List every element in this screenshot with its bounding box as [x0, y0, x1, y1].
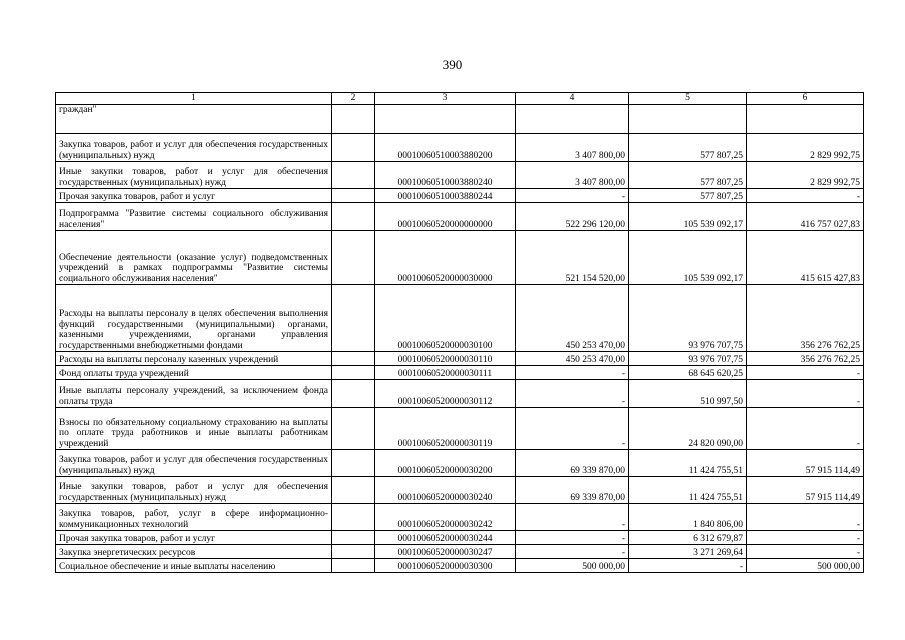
row-col2 [332, 545, 375, 559]
row-value-6: - [747, 380, 864, 408]
table-row [56, 559, 864, 573]
row-value-5: 510 997,50 [629, 380, 747, 408]
table-row [56, 545, 864, 559]
row-value-6: - [747, 531, 864, 545]
column-header-3: 3 [375, 93, 516, 105]
row-value-6: 2 829 992,75 [747, 162, 864, 189]
table-row [56, 134, 864, 162]
row-value-5 [629, 105, 747, 134]
row-name: Прочая закупка товаров, работ и услуг [56, 189, 332, 203]
row-col2 [332, 285, 375, 352]
row-value-5: - [629, 559, 747, 573]
row-code: 00010060520000030200 [375, 450, 516, 477]
row-name: Закупка товаров, работ и услуг для обеспечения государственных (муниципальных) нужд [56, 450, 332, 477]
table-row [56, 450, 864, 477]
row-value-5: 93 976 707,75 [629, 352, 747, 366]
row-value-5: 105 539 092,17 [629, 231, 747, 285]
row-value-5: 11 424 755,51 [629, 477, 747, 504]
row-col2 [332, 504, 375, 531]
row-value-4: 3 407 800,00 [516, 134, 629, 162]
row-col2 [332, 450, 375, 477]
row-code: 00010060520000030300 [375, 559, 516, 573]
table-body [56, 93, 864, 573]
table-row [56, 105, 864, 134]
row-value-6: 415 615 427,83 [747, 231, 864, 285]
row-value-4: 450 253 470,00 [516, 352, 629, 366]
row-value-4: - [516, 380, 629, 408]
row-value-6: 500 000,00 [747, 559, 864, 573]
row-name: Иные закупки товаров, работ и услуг для обеспечения государственных (муниципальных) нужд [56, 477, 332, 504]
row-value-4: - [516, 408, 629, 450]
row-value-4: - [516, 531, 629, 545]
row-value-5: 577 807,25 [629, 162, 747, 189]
row-value-6: - [747, 366, 864, 380]
row-code: 00010060510003880244 [375, 189, 516, 203]
row-name: граждан" [56, 105, 332, 134]
row-col2 [332, 380, 375, 408]
row-value-4: 521 154 520,00 [516, 231, 629, 285]
row-name: Подпрограмма "Развитие системы социального обслуживания населения" [56, 203, 332, 231]
row-code: 00010060520000030247 [375, 545, 516, 559]
column-header-1: 1 [56, 93, 332, 105]
row-col2 [332, 189, 375, 203]
row-col2 [332, 105, 375, 134]
row-value-5: 577 807,25 [629, 134, 747, 162]
row-value-5: 3 271 269,64 [629, 545, 747, 559]
row-value-4: 3 407 800,00 [516, 162, 629, 189]
row-col2 [332, 352, 375, 366]
row-col2 [332, 559, 375, 573]
table-row [56, 380, 864, 408]
row-col2 [332, 203, 375, 231]
row-name: Прочая закупка товаров, работ и услуг [56, 531, 332, 545]
row-name: Закупка товаров, работ и услуг для обеспечения государственных (муниципальных) нужд [56, 134, 332, 162]
row-value-4: 69 339 870,00 [516, 477, 629, 504]
row-value-6: - [747, 189, 864, 203]
row-col2 [332, 231, 375, 285]
row-value-6: - [747, 504, 864, 531]
row-value-6 [747, 105, 864, 134]
table-row [56, 531, 864, 545]
column-header-6: 6 [747, 93, 864, 105]
row-value-4: - [516, 504, 629, 531]
table-row [56, 189, 864, 203]
table-row [56, 285, 864, 352]
table-row [56, 408, 864, 450]
row-col2 [332, 162, 375, 189]
row-code: 00010060520000030100 [375, 285, 516, 352]
row-col2 [332, 134, 375, 162]
row-code: 00010060520000000000 [375, 203, 516, 231]
row-code: 00010060520000030112 [375, 380, 516, 408]
row-col2 [332, 531, 375, 545]
row-col2 [332, 366, 375, 380]
table-row [56, 231, 864, 285]
column-header-4: 4 [516, 93, 629, 105]
table-row [56, 162, 864, 189]
row-value-6: 356 276 762,25 [747, 285, 864, 352]
row-value-6: 57 915 114,49 [747, 450, 864, 477]
row-code: 00010060510003880200 [375, 134, 516, 162]
row-value-5: 11 424 755,51 [629, 450, 747, 477]
row-name: Расходы на выплаты персоналу в целях обеспечения выполнения функций государственными (муниципальными) органами, казенными учреждениями, органами управления государственными внебюджетными фондами [56, 285, 332, 352]
column-number-header [56, 93, 864, 105]
row-value-4: 450 253 470,00 [516, 285, 629, 352]
table-row [56, 352, 864, 366]
row-name: Иные закупки товаров, работ и услуг для обеспечения государственных (муниципальных) нужд [56, 162, 332, 189]
row-name: Обеспечение деятельности (оказание услуг) подведомственных учреждений в рамках подпрограммы "Развитие системы социального обслуживания населения" [56, 231, 332, 285]
table-row [56, 504, 864, 531]
row-value-4: - [516, 366, 629, 380]
row-value-5: 1 840 806,00 [629, 504, 747, 531]
row-code: 00010060520000030240 [375, 477, 516, 504]
row-name: Расходы на выплаты персоналу казенных учреждений [56, 352, 332, 366]
row-value-4 [516, 105, 629, 134]
row-value-5: 577 807,25 [629, 189, 747, 203]
row-code: 00010060510003880240 [375, 162, 516, 189]
row-value-5: 105 539 092,17 [629, 203, 747, 231]
row-code: 00010060520000030111 [375, 366, 516, 380]
row-value-6: 57 915 114,49 [747, 477, 864, 504]
table-row [56, 203, 864, 231]
page-number: 390 [442, 57, 463, 72]
row-value-6: 356 276 762,25 [747, 352, 864, 366]
row-name: Взносы по обязательному социальному страхованию на выплаты по оплате труда работников и иные выплаты работникам учреждений [56, 408, 332, 450]
row-value-4: 500 000,00 [516, 559, 629, 573]
row-value-4: 69 339 870,00 [516, 450, 629, 477]
row-code [375, 105, 516, 134]
row-code: 00010060520000030110 [375, 352, 516, 366]
row-code: 00010060520000030000 [375, 231, 516, 285]
row-code: 00010060520000030242 [375, 504, 516, 531]
row-value-6: 2 829 992,75 [747, 134, 864, 162]
row-value-5: 68 645 620,25 [629, 366, 747, 380]
row-col2 [332, 477, 375, 504]
row-code: 00010060520000030119 [375, 408, 516, 450]
row-name: Закупка товаров, работ, услуг в сфере информационно-коммуникационных технологий [56, 504, 332, 531]
row-value-5: 6 312 679,87 [629, 531, 747, 545]
row-value-5: 93 976 707,75 [629, 285, 747, 352]
row-value-6: - [747, 545, 864, 559]
column-header-5: 5 [629, 93, 747, 105]
row-name: Социальное обеспечение и иные выплаты населению [56, 559, 332, 573]
row-value-4: - [516, 545, 629, 559]
row-value-6: 416 757 027,83 [747, 203, 864, 231]
table-row [56, 477, 864, 504]
column-header-2: 2 [332, 93, 375, 105]
table-row [56, 366, 864, 380]
row-name: Закупка энергетических ресурсов [56, 545, 332, 559]
budget-execution-table [55, 92, 864, 573]
row-code: 00010060520000030244 [375, 531, 516, 545]
row-value-4: - [516, 189, 629, 203]
row-value-4: 522 296 120,00 [516, 203, 629, 231]
row-name: Иные выплаты персоналу учреждений, за исключением фонда оплаты труда [56, 380, 332, 408]
row-value-5: 24 820 090,00 [629, 408, 747, 450]
row-col2 [332, 408, 375, 450]
row-value-6: - [747, 408, 864, 450]
row-name: Фонд оплаты труда учреждений [56, 366, 332, 380]
